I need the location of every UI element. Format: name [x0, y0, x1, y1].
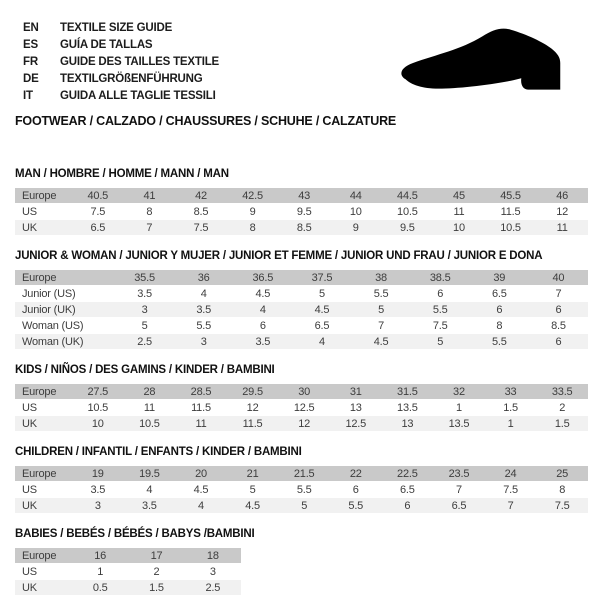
- size-cell: 22: [330, 466, 382, 482]
- size-cell: 2: [128, 564, 184, 580]
- size-cell: 9.5: [278, 204, 330, 220]
- size-cell: 21: [227, 466, 279, 482]
- size-table-title-babies: BABIES / BEBÉS / BÉBÉS / BABYS /BAMBINI: [15, 528, 255, 540]
- size-table-kids: [15, 384, 588, 432]
- language-code: IT: [23, 89, 33, 102]
- size-cell: 27.5: [72, 384, 124, 400]
- size-cell: 6.5: [382, 482, 434, 498]
- size-cell: 25: [536, 466, 588, 482]
- size-table-section-kids: [15, 364, 588, 432]
- size-cell: 21.5: [278, 466, 330, 482]
- size-cell: 45.5: [485, 188, 537, 204]
- size-cell: 42.5: [227, 188, 279, 204]
- size-cell: 1.5: [128, 580, 184, 596]
- language-title: GUÍA DE TALLAS: [60, 38, 153, 51]
- size-cell: 19: [72, 466, 124, 482]
- size-cell: 11: [124, 400, 176, 416]
- size-cell: 36: [174, 270, 233, 286]
- table-row: [15, 384, 588, 400]
- size-cell: 12.5: [278, 400, 330, 416]
- size-cell: 0.5: [72, 580, 128, 596]
- size-cell: 8: [470, 318, 529, 334]
- row-label: UK: [15, 416, 72, 432]
- size-cell: 31.5: [382, 384, 434, 400]
- size-cell: 9.5: [382, 220, 434, 236]
- size-cell: 4.5: [227, 498, 279, 514]
- size-cell: 28.5: [175, 384, 227, 400]
- size-cell: 11.5: [485, 204, 537, 220]
- table-row: [15, 564, 241, 580]
- size-cell: 4: [175, 498, 227, 514]
- language-title: TEXTILE SIZE GUIDE: [60, 21, 173, 34]
- size-cell: 17: [128, 548, 184, 564]
- size-cell: 5.5: [174, 318, 233, 334]
- size-cell: 12.5: [330, 416, 382, 432]
- size-cell: 10.5: [72, 400, 124, 416]
- size-cell: 5: [227, 482, 279, 498]
- size-cell: 13: [382, 416, 434, 432]
- row-label: Woman (US): [15, 318, 115, 334]
- size-cell: 5: [278, 498, 330, 514]
- table-row: [15, 318, 588, 334]
- size-cell: 10.5: [382, 204, 434, 220]
- size-cell: 10: [72, 416, 124, 432]
- size-cell: 40.5: [72, 188, 124, 204]
- language-title: TEXTILGRÖßENFÜHRUNG: [60, 72, 203, 85]
- table-row: [15, 204, 588, 220]
- size-cell: 18: [185, 548, 241, 564]
- row-label: UK: [15, 220, 72, 236]
- size-cell: 7.5: [536, 498, 588, 514]
- size-cell: 4.5: [292, 302, 351, 318]
- size-cell: 8: [124, 204, 176, 220]
- table-row: [15, 498, 588, 514]
- size-cell: 16: [72, 548, 128, 564]
- size-cell: 3: [115, 302, 174, 318]
- size-cell: 3.5: [124, 498, 176, 514]
- size-cell: 32: [433, 384, 485, 400]
- size-cell: 7.5: [72, 204, 124, 220]
- size-cell: 31: [330, 384, 382, 400]
- size-cell: 5.5: [470, 334, 529, 350]
- row-label: UK: [15, 498, 72, 514]
- size-cell: 1.5: [485, 400, 537, 416]
- size-cell: 4: [233, 302, 292, 318]
- language-code: EN: [23, 21, 39, 34]
- size-cell: 6: [233, 318, 292, 334]
- size-cell: 44: [330, 188, 382, 204]
- size-table-junior-woman: [15, 270, 588, 350]
- size-cell: 42: [175, 188, 227, 204]
- size-cell: 6.5: [292, 318, 351, 334]
- size-cell: 4.5: [233, 286, 292, 302]
- size-cell: 39: [470, 270, 529, 286]
- size-cell: 6: [470, 302, 529, 318]
- size-cell: 3.5: [233, 334, 292, 350]
- size-cell: 13.5: [433, 416, 485, 432]
- size-cell: 8: [536, 482, 588, 498]
- table-row: [15, 286, 588, 302]
- size-cell: 3: [185, 564, 241, 580]
- size-cell: 13.5: [382, 400, 434, 416]
- size-cell: 10: [433, 220, 485, 236]
- size-table-title-children: CHILDREN / INFANTIL / ENFANTS / KINDER / BAMBINI: [15, 446, 302, 458]
- size-cell: 9: [227, 204, 279, 220]
- row-label: Europe: [15, 466, 72, 482]
- size-cell: 3: [174, 334, 233, 350]
- size-cell: 3: [72, 498, 124, 514]
- size-cell: 8: [227, 220, 279, 236]
- size-table-title-man: MAN / HOMBRE / HOMME / MANN / MAN: [15, 168, 229, 180]
- size-cell: 4: [174, 286, 233, 302]
- size-cell: 2.5: [115, 334, 174, 350]
- size-cell: 40: [529, 270, 588, 286]
- size-cell: 5: [115, 318, 174, 334]
- size-table-section-babies: [15, 528, 588, 596]
- size-cell: 5: [292, 286, 351, 302]
- size-cell: 10.5: [485, 220, 537, 236]
- size-cell: 12: [227, 400, 279, 416]
- row-label: Europe: [15, 270, 115, 286]
- size-cell: 4: [292, 334, 351, 350]
- row-label: US: [15, 564, 72, 580]
- size-cell: 33: [485, 384, 537, 400]
- size-cell: 1: [72, 564, 128, 580]
- row-label: Europe: [15, 548, 72, 564]
- size-cell: 30: [278, 384, 330, 400]
- size-cell: 6: [529, 302, 588, 318]
- size-cell: 19.5: [124, 466, 176, 482]
- row-label: Woman (UK): [15, 334, 115, 350]
- size-table-section-junior-woman: [15, 250, 588, 350]
- size-cell: 5: [352, 302, 411, 318]
- table-row: [15, 270, 588, 286]
- size-cell: 22.5: [382, 466, 434, 482]
- size-cell: 5.5: [278, 482, 330, 498]
- size-cell: 24: [485, 466, 537, 482]
- size-cell: 11: [433, 204, 485, 220]
- size-cell: 44.5: [382, 188, 434, 204]
- size-cell: 6.5: [433, 498, 485, 514]
- language-title: GUIDE DES TAILLES TEXTILE: [60, 55, 219, 68]
- size-cell: 7: [529, 286, 588, 302]
- table-row: [15, 466, 588, 482]
- row-label: Europe: [15, 384, 72, 400]
- table-row: [15, 334, 588, 350]
- size-cell: 9: [330, 220, 382, 236]
- table-row: [15, 482, 588, 498]
- size-cell: 38: [352, 270, 411, 286]
- language-code: ES: [23, 38, 38, 51]
- table-row: [15, 416, 588, 432]
- size-cell: 7.5: [175, 220, 227, 236]
- language-title: GUIDA ALLE TAGLIE TESSILI: [60, 89, 216, 102]
- size-cell: 5.5: [411, 302, 470, 318]
- size-cell: 36.5: [233, 270, 292, 286]
- row-label: US: [15, 400, 72, 416]
- size-cell: 7: [485, 498, 537, 514]
- row-label: Junior (US): [15, 286, 115, 302]
- row-label: UK: [15, 580, 72, 596]
- size-cell: 33.5: [536, 384, 588, 400]
- size-cell: 5.5: [352, 286, 411, 302]
- size-cell: 46: [536, 188, 588, 204]
- size-cell: 41: [124, 188, 176, 204]
- table-row: [15, 400, 588, 416]
- size-cell: 37.5: [292, 270, 351, 286]
- size-cell: 28: [124, 384, 176, 400]
- row-label: US: [15, 204, 72, 220]
- size-cell: 35.5: [115, 270, 174, 286]
- size-cell: 43: [278, 188, 330, 204]
- size-table-title-junior-woman: JUNIOR & WOMAN / JUNIOR Y MUJER / JUNIOR ET FEMME / JUNIOR UND FRAU / JUNIOR E DONA: [15, 250, 543, 262]
- size-cell: 6: [330, 482, 382, 498]
- size-table-title-kids: KIDS / NIÑOS / DES GAMINS / KINDER / BAMBINI: [15, 364, 275, 376]
- size-cell: 1: [433, 400, 485, 416]
- size-table-man: [15, 188, 588, 236]
- size-cell: 2.5: [185, 580, 241, 596]
- size-cell: 7: [352, 318, 411, 334]
- size-table-section-man: [15, 168, 588, 236]
- size-cell: 6.5: [72, 220, 124, 236]
- table-row: [15, 548, 241, 564]
- row-label: US: [15, 482, 72, 498]
- shoe-icon: [394, 24, 584, 102]
- size-cell: 4.5: [175, 482, 227, 498]
- size-cell: 11: [536, 220, 588, 236]
- table-row: [15, 580, 241, 596]
- size-cell: 13: [330, 400, 382, 416]
- size-cell: 4.5: [352, 334, 411, 350]
- size-cell: 4: [124, 482, 176, 498]
- size-cell: 1: [485, 416, 537, 432]
- size-cell: 7: [124, 220, 176, 236]
- size-cell: 8.5: [529, 318, 588, 334]
- size-cell: 3.5: [174, 302, 233, 318]
- table-row: [15, 188, 588, 204]
- size-cell: 10: [330, 204, 382, 220]
- size-cell: 11.5: [227, 416, 279, 432]
- size-cell: 1.5: [536, 416, 588, 432]
- row-label: Junior (UK): [15, 302, 115, 318]
- size-cell: 6: [529, 334, 588, 350]
- size-tables: [15, 168, 588, 596]
- size-cell: 6.5: [470, 286, 529, 302]
- size-cell: 6: [411, 286, 470, 302]
- language-code: FR: [23, 55, 38, 68]
- size-cell: 20: [175, 466, 227, 482]
- size-table-section-children: [15, 446, 588, 514]
- size-cell: 2: [536, 400, 588, 416]
- size-cell: 8.5: [175, 204, 227, 220]
- size-cell: 3.5: [72, 482, 124, 498]
- size-cell: 38.5: [411, 270, 470, 286]
- size-table-babies: [15, 548, 241, 596]
- size-cell: 3.5: [115, 286, 174, 302]
- size-table-children: [15, 466, 588, 514]
- size-cell: 7: [433, 482, 485, 498]
- size-cell: 45: [433, 188, 485, 204]
- size-cell: 7.5: [485, 482, 537, 498]
- size-cell: 10.5: [124, 416, 176, 432]
- size-cell: 12: [536, 204, 588, 220]
- size-cell: 23.5: [433, 466, 485, 482]
- size-cell: 8.5: [278, 220, 330, 236]
- size-cell: 11: [175, 416, 227, 432]
- size-cell: 12: [278, 416, 330, 432]
- category-line: FOOTWEAR / CALZADO / CHAUSSURES / SCHUHE / CALZATURE: [15, 114, 397, 128]
- size-cell: 6: [382, 498, 434, 514]
- size-cell: 5.5: [330, 498, 382, 514]
- table-row: [15, 302, 588, 318]
- size-cell: 5: [411, 334, 470, 350]
- language-code: DE: [23, 72, 39, 85]
- size-cell: 29.5: [227, 384, 279, 400]
- row-label: Europe: [15, 188, 72, 204]
- size-cell: 11.5: [175, 400, 227, 416]
- size-cell: 7.5: [411, 318, 470, 334]
- table-row: [15, 220, 588, 236]
